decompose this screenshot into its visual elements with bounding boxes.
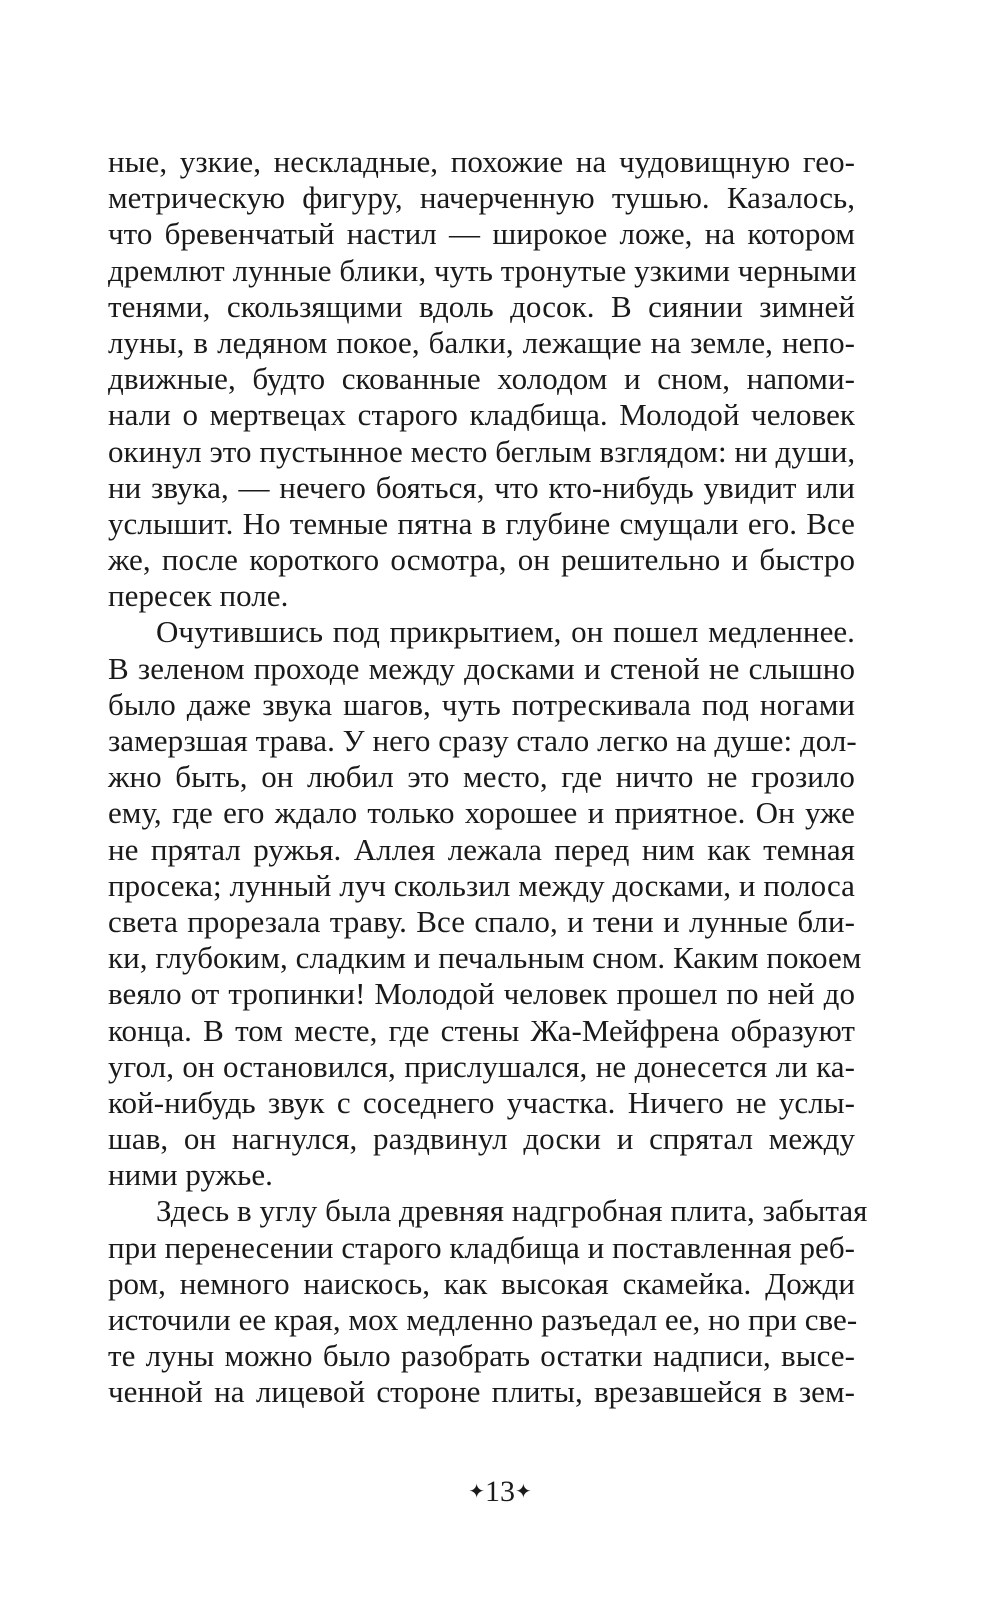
paragraph: [108, 1193, 868, 1410]
text-line: угол, он остановился, прислушался, не донесется ли ка-: [108, 1048, 855, 1084]
text-line: движные, будто скованные холодом и сном, напоми-: [108, 361, 855, 397]
text-line: же, после короткого осмотра, он решительно и быстро: [108, 542, 855, 578]
paragraph: [108, 614, 862, 1193]
text-line: жно быть, он любил это место, где ничто не грозило: [108, 759, 855, 795]
text-line: при перенесении старого кладбища и поставленная реб-: [108, 1229, 856, 1265]
text-line: света прорезала траву. Все спало, и тени и лунные бли-: [108, 903, 855, 939]
text-line: ром, немного наискось, как высокая скамейка. Дожди: [108, 1265, 855, 1301]
text-line: метрическую фигуру, начерченную тушью. Казалось,: [108, 180, 855, 216]
text-line: тенями, скользящими вдоль досок. В сиянии зимней: [108, 288, 855, 324]
text-line: нали о мертвецах старого кладбища. Молодой человек: [108, 397, 855, 433]
text-line: ченной на лицевой стороне плиты, врезавшейся в зем-: [108, 1374, 855, 1410]
text-line: дремлют лунные блики, чуть тронутые узкими черными: [108, 252, 857, 288]
text-line: не прятал ружья. Аллея лежала перед ним как темная: [108, 831, 855, 867]
star-ornament-icon: ✦: [515, 1481, 532, 1503]
text-line: луны, в ледяном покое, балки, лежащие на земле, непо-: [108, 324, 855, 360]
text-line: замерзшая трава. У него сразу стало легко на душе: дол-: [108, 723, 857, 758]
text-line: ни звука, — нечего бояться, что кто-нибудь увидит или: [108, 469, 855, 505]
text-line: Очутившись под прикрытием, он пошел медленнее.: [156, 614, 855, 650]
star-ornament-icon: ✦: [468, 1481, 485, 1503]
text-line: просека; лунный луч скользил между досками, и полоса: [108, 867, 855, 903]
text-line: конца. В том месте, где стены Жа-Мейфрена образуют: [108, 1012, 855, 1048]
text-line: что бревенчатый настил — широкое ложе, на котором: [108, 216, 855, 252]
text-line: услышит. Но темные пятна в глубине смущали его. Все: [108, 505, 855, 541]
text-line: веяло от тропинки! Молодой человек прошел по ней до: [108, 976, 855, 1012]
text-line: пересек поле.: [108, 578, 289, 614]
paragraph: [108, 144, 855, 614]
text-line: ними ружье.: [108, 1157, 273, 1193]
text-line: те луны можно было разобрать остатки надписи, высе-: [108, 1338, 855, 1374]
text-line: окинул это пустынное место беглым взглядом: ни души,: [108, 433, 856, 469]
text-line: ные, узкие, нескладные, похожие на чудовищную гео-: [108, 144, 855, 179]
text-line: В зеленом проходе между досками и стеной не слышно: [108, 650, 855, 686]
text-line: кой-нибудь звук с соседнего участка. Ничего не услы-: [108, 1084, 855, 1120]
text-line: источили ее края, мох медленно разъедал ее, но при све-: [108, 1302, 858, 1337]
text-line: было даже звука шагов, чуть потрескивала под ногами: [108, 686, 855, 722]
page-number: 13: [485, 1475, 515, 1508]
text-line: шав, он нагнулся, раздвинул доски и спрятал между: [108, 1121, 855, 1157]
text-line: Здесь в углу была древняя надгробная плита, забытая: [156, 1193, 868, 1229]
body-text: [108, 144, 868, 1411]
text-line: ки, глубоким, сладким и печальным сном. Каким покоем: [108, 940, 862, 976]
page-number-footer: [0, 1475, 1000, 1509]
text-line: ему, где его ждало только хорошее и приятное. Он уже: [108, 795, 855, 831]
